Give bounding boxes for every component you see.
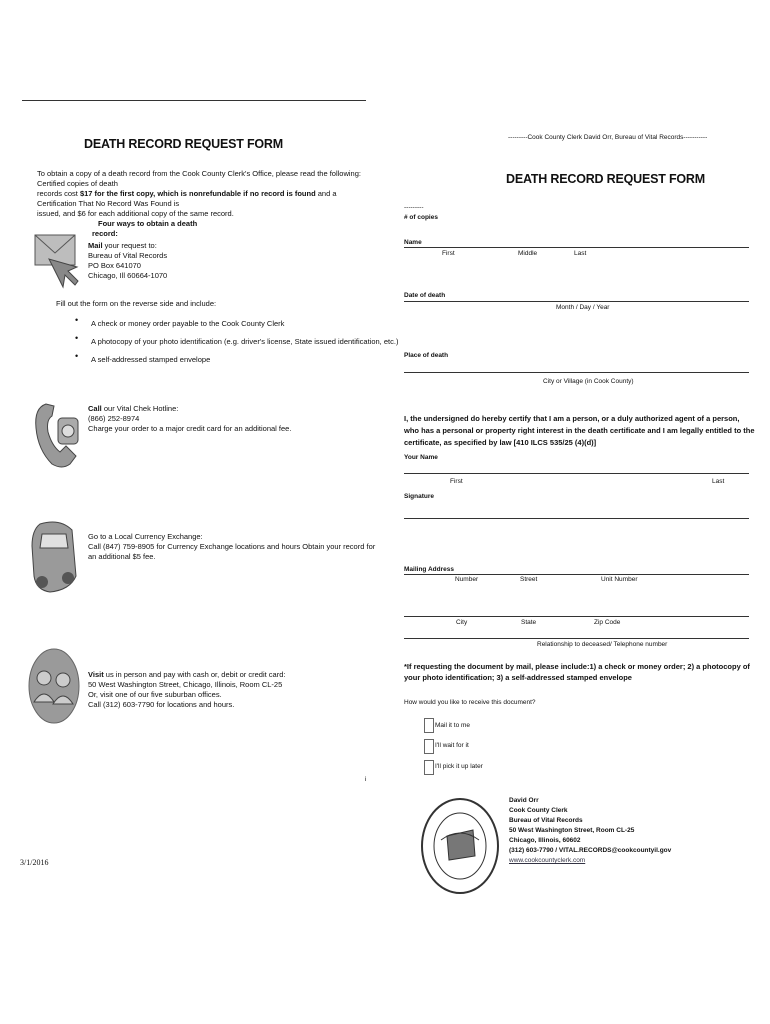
mailing-unit: Unit Number (601, 576, 638, 583)
name-middle: Middle (518, 250, 538, 257)
dod-line (404, 301, 749, 302)
mailing-label: Mailing Address (404, 566, 454, 573)
pickup-checkbox[interactable] (424, 760, 434, 775)
certify-statement: I, the undersigned do hereby certify that I am a person, or a duly authorized agent of a person, who has a personal or property right interest in the death certificate and I am legally entitled to the certificate, as specified by law [410 ILCS 535/25 (4)(d)] (404, 414, 755, 447)
dod-sub: Month / Day / Year (556, 304, 610, 311)
bullet-item: A self-addressed stamped envelope (91, 355, 211, 364)
pod-label: Place of death (404, 352, 449, 359)
mailing-street: Street (520, 576, 538, 583)
page-mark: i (365, 776, 367, 783)
mail-line: Chicago, Ill 60664-1070 (88, 271, 168, 280)
mail-block: Mail your request to: Bureau of Vital Records PO Box 641070 Chicago, Ill 60664-1070 (88, 241, 168, 280)
fill-out-text: Fill out the form on the reverse side and include: (56, 299, 217, 308)
telephone-icon (32, 398, 82, 472)
bullet-dot: • (75, 333, 79, 343)
mail-line: Bureau of Vital Records (88, 251, 168, 260)
envelope-icon (33, 229, 79, 295)
signature-line (404, 518, 749, 519)
mailing-zip: Zip Code (594, 619, 621, 626)
pod-sub: City or Village (in Cook County) (543, 378, 634, 385)
bullet-dot: • (75, 315, 79, 325)
mail-it-checkbox[interactable] (424, 718, 434, 733)
bullet-item: A check or money order payable to the Cook County Clerk (91, 319, 285, 328)
name-label: Name (404, 239, 422, 246)
name-first: First (442, 250, 455, 257)
city-line (404, 616, 749, 617)
form-date: 3/1/2016 (20, 858, 49, 867)
name-last: Last (574, 250, 587, 257)
option-label: I'll wait for it (435, 742, 469, 749)
your-name-first: First (450, 478, 463, 485)
contact-block: David Orr Cook County Clerk Bureau of Vital Records 50 West Washington Street, Room CL-25 Chicago, Illinois, 60602 (312) 603-7790 / VITAL.RECORDS@cookcountyil.gov www.cookcountyclerk.com (509, 797, 672, 864)
left-form-title: DEATH RECORD REQUEST FORM (84, 137, 283, 151)
option-label: Mail it to me (435, 722, 471, 729)
mailing-city: City (456, 619, 468, 626)
top-rule (22, 100, 366, 101)
call-block: Call our Vital Chek Hotline: (866) 252-8974 Charge your order to a major credit card for an additional fee. (88, 404, 292, 433)
option-label: I'll pick it up later (435, 763, 483, 770)
copies-label: # of copies (404, 214, 438, 221)
dod-label: Date of death (404, 292, 446, 299)
your-name-last: Last (712, 478, 725, 485)
mail-note: *If requesting the document by mail, please include:1) a check or money order; 2) a photocopy of your photo identification; 3) a self-addressed stamped envelope (404, 662, 750, 682)
mailing-state: State (521, 619, 537, 626)
currency-block: Go to a Local Currency Exchange: Call (847) 759-8905 for Currency Exchange locations and hours Obtain your record for an additional $5 fee. (88, 532, 376, 561)
car-icon (30, 516, 80, 596)
copies-dash: --------- (404, 204, 424, 211)
visit-block: Visit us in person and pay with cash or, debit or credit card: 50 West Washington Street, Chicago, Illinois, Room CL-25 Or, visit one of our five suburban offices. Call (312) 603-7790 for locations and hours. (88, 670, 286, 709)
right-header: ---------Cook County Clerk David Orr, Bureau of Vital Records----------- (508, 134, 708, 141)
how-receive: How would you like to receive this document? (404, 699, 536, 706)
name-line (404, 247, 749, 248)
relationship-line (404, 638, 749, 639)
website-link[interactable]: www.cookcountyclerk.com (509, 857, 586, 864)
right-form-title: DEATH RECORD REQUEST FORM (506, 172, 705, 186)
people-icon (27, 646, 81, 726)
mail-line: PO Box 641070 (88, 261, 141, 270)
mailing-number: Number (455, 576, 479, 583)
intro-text: To obtain a copy of a death record from the Cook County Clerk's Office, please read the following: Certified copies of death records cost $17 for the first copy, which is nonrefundable if no record is found and a Certification That No Record Was Found is issued, and $6 for each additional copy of the same record. (37, 169, 361, 218)
your-name-line (404, 473, 749, 474)
your-name-label: Your Name (404, 454, 438, 461)
wait-checkbox[interactable] (424, 739, 434, 754)
signature-label: Signature (404, 493, 434, 500)
county-seal-icon (419, 796, 501, 896)
relationship-label: Relationship to deceased/ Telephone number (537, 641, 668, 648)
mailing-line (404, 574, 749, 575)
bullet-dot: • (75, 351, 79, 361)
pod-line (404, 372, 749, 373)
bullet-item: A photocopy of your photo identification (e.g. driver's license, State issued identification, etc.) (91, 337, 399, 346)
ways-heading: Four ways to obtain a death record: (92, 219, 198, 238)
